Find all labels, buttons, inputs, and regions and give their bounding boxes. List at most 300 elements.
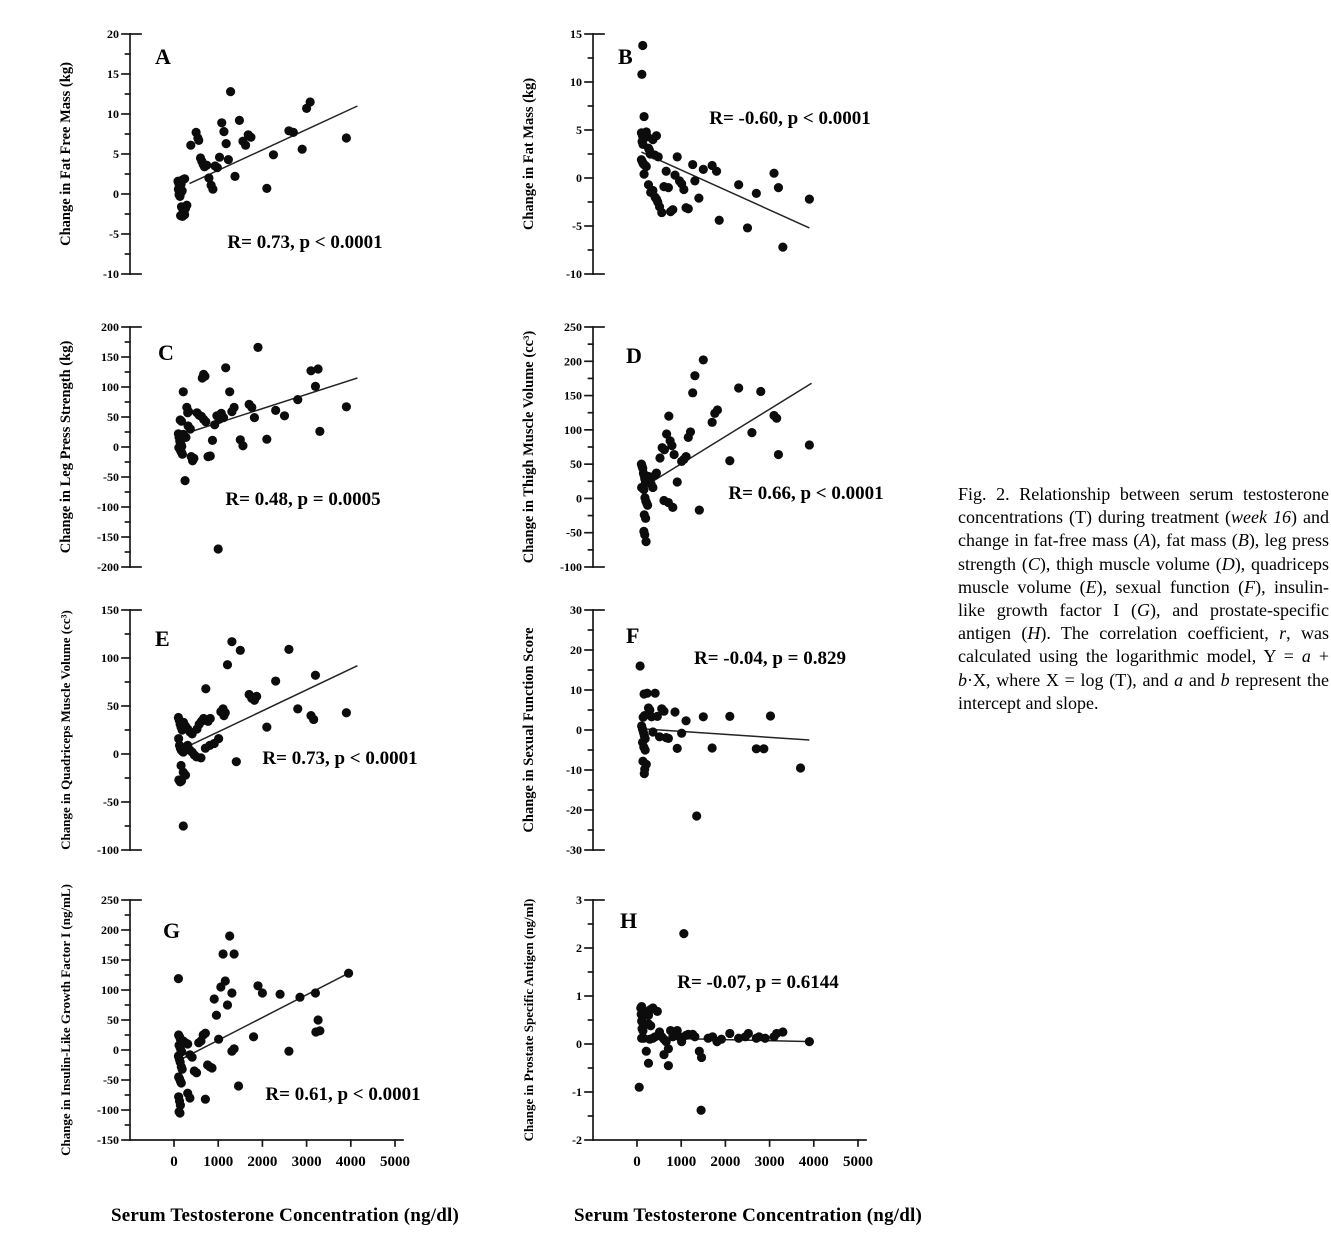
data-point (214, 544, 223, 553)
data-point (686, 427, 695, 436)
y-axis-label: Change in Prostate Specific Antigen (ng/ml) (521, 898, 536, 1142)
data-point (342, 402, 351, 411)
data-point (313, 1015, 322, 1024)
y-tick-label: -10 (566, 267, 582, 281)
data-point (725, 712, 734, 721)
data-point (641, 745, 650, 754)
data-point (234, 1081, 243, 1090)
data-point (222, 139, 231, 148)
data-point (275, 990, 284, 999)
y-tick-label: 5 (113, 147, 119, 161)
data-point (640, 769, 649, 778)
data-point (236, 646, 245, 655)
x-tick-label: 3000 (291, 1154, 322, 1170)
data-point (258, 988, 267, 997)
data-point (756, 387, 765, 396)
scatter-panel-c (55, 305, 495, 597)
chart-svg-f (518, 588, 958, 880)
x-tick-label: 3000 (754, 1154, 785, 1170)
data-point (668, 503, 677, 512)
data-point (734, 180, 743, 189)
y-tick-label: -5 (572, 219, 582, 233)
data-point (684, 204, 693, 213)
y-tick-label: -150 (97, 1133, 119, 1147)
y-tick-label: 15 (107, 67, 119, 81)
correlation-annotation: R= -0.07, p = 0.6144 (677, 972, 839, 993)
data-point (713, 405, 722, 414)
scatter-panel-d (518, 305, 958, 597)
y-tick-label: -10 (566, 763, 582, 777)
data-point (639, 170, 648, 179)
data-point (681, 452, 690, 461)
y-tick-label: -50 (103, 795, 119, 809)
data-point (210, 994, 219, 1003)
data-point (344, 969, 353, 978)
data-point (188, 1053, 197, 1062)
data-point (219, 413, 228, 422)
y-tick-label: 0 (576, 171, 582, 185)
data-point (309, 715, 318, 724)
data-point (635, 661, 644, 670)
data-point (651, 689, 660, 698)
data-point (262, 723, 271, 732)
data-point (295, 993, 304, 1002)
y-tick-label: 100 (101, 380, 119, 394)
data-point (655, 453, 664, 462)
x-axis-title-left: Serum Testosterone Concentration (ng/dl) (110, 1205, 460, 1226)
y-tick-label: 50 (107, 410, 119, 424)
y-tick-label: 15 (570, 27, 582, 41)
y-tick-label: 20 (107, 27, 119, 41)
data-point (664, 734, 673, 743)
data-point (192, 1068, 201, 1077)
y-tick-label: -50 (566, 525, 582, 540)
data-point (175, 192, 184, 201)
data-point (253, 343, 262, 352)
data-point (805, 195, 814, 204)
data-point (690, 176, 699, 185)
y-tick-label: 150 (101, 953, 119, 967)
y-tick-label: 0 (576, 1037, 582, 1051)
data-point (659, 707, 668, 716)
figure-caption: Fig. 2. Relationship between serum testosterone concentrations (T) during treatment (week 16) and change in fat-free mass (A), fat mass (B), leg press strength (C), thigh muscle volume (D), quadriceps muscle volume (E), sexual function (F), insulin-like growth factor I (G), and prostate-specific antigen (H). The correlation coefficient, r, was calculated using the logarithmic model, Y = a + b·X, where X = log (T), and a and b represent the intercept and slope. (958, 484, 1329, 713)
y-tick-label: -20 (566, 803, 582, 817)
data-point (766, 711, 775, 720)
data-point (280, 411, 289, 420)
data-point (180, 210, 189, 219)
data-point (772, 414, 781, 423)
data-point (183, 1039, 192, 1048)
data-point (223, 660, 232, 669)
data-point (289, 128, 298, 137)
y-tick-label: 2 (576, 941, 582, 955)
data-point (725, 456, 734, 465)
x-tick-label: 4000 (335, 1154, 366, 1170)
chart-svg-e (55, 588, 495, 880)
y-axis-label: Change in Insulin-Like Growth Factor I (ng/mL) (58, 884, 73, 1156)
y-tick-label: -50 (103, 1073, 119, 1087)
data-point (227, 637, 236, 646)
data-point (238, 441, 247, 450)
data-point (235, 116, 244, 125)
data-point (179, 387, 188, 396)
y-tick-label: 150 (101, 350, 119, 364)
data-point (654, 152, 663, 161)
data-point (664, 1061, 673, 1070)
y-tick-label: -1 (572, 1085, 582, 1099)
data-point (667, 441, 676, 450)
panel-letter: B (618, 44, 633, 69)
x-tick-label: 2000 (710, 1154, 741, 1170)
data-point (670, 707, 679, 716)
data-point (652, 468, 661, 477)
data-point (657, 208, 666, 217)
data-point (708, 418, 717, 427)
data-point (778, 243, 787, 252)
data-point (712, 167, 721, 176)
data-point (227, 988, 236, 997)
y-tick-label: -2 (572, 1133, 582, 1147)
data-point (262, 435, 271, 444)
data-point (805, 440, 814, 449)
data-point (311, 382, 320, 391)
y-tick-label: 50 (570, 457, 582, 472)
data-point (201, 684, 210, 693)
data-point (717, 1035, 726, 1044)
data-point (752, 189, 761, 198)
y-tick-label: 200 (101, 320, 119, 334)
data-point (293, 704, 302, 713)
data-point (796, 763, 805, 772)
data-point (708, 743, 717, 752)
data-point (311, 671, 320, 680)
data-point (181, 433, 190, 442)
data-point (679, 929, 688, 938)
data-point (298, 145, 307, 154)
data-point (670, 450, 679, 459)
data-point (805, 1037, 814, 1046)
data-point (637, 70, 646, 79)
data-point (217, 118, 226, 127)
y-tick-label: -10 (103, 267, 119, 281)
chart-svg-a (55, 12, 495, 304)
y-tick-label: 0 (113, 440, 119, 454)
y-tick-label: 0 (576, 723, 582, 737)
trend-line (181, 973, 349, 1059)
data-point (696, 1106, 705, 1115)
data-point (761, 1034, 770, 1043)
data-point (186, 141, 195, 150)
data-point (690, 1032, 699, 1041)
data-point (759, 744, 768, 753)
chart-svg-h (518, 878, 958, 1196)
data-point (247, 403, 256, 412)
data-point (688, 388, 697, 397)
data-point (246, 133, 255, 142)
x-tick-label: 0 (170, 1154, 178, 1170)
scatter-panel-f (518, 588, 958, 880)
panel-letter: E (155, 626, 170, 651)
data-point (747, 428, 756, 437)
chart-svg-b (518, 12, 958, 304)
data-point (734, 383, 743, 392)
data-point (639, 112, 648, 121)
y-tick-label: -30 (566, 843, 582, 857)
panel-letter: G (163, 918, 181, 943)
data-point (180, 476, 189, 485)
data-point (311, 988, 320, 997)
data-point (206, 714, 215, 723)
y-tick-label: -5 (109, 227, 119, 241)
data-point (213, 163, 222, 172)
y-tick-label: -200 (97, 560, 119, 574)
data-point (699, 712, 708, 721)
data-point (230, 172, 239, 181)
data-point (224, 155, 233, 164)
y-tick-label: 100 (101, 983, 119, 997)
data-point (223, 1000, 232, 1009)
data-point (214, 1035, 223, 1044)
y-tick-label: 0 (113, 1043, 119, 1057)
data-point (207, 1063, 216, 1072)
y-tick-label: 5 (576, 123, 582, 137)
y-tick-label: 250 (101, 893, 119, 907)
chart-svg-c (55, 305, 495, 597)
panel-letter: C (158, 340, 174, 365)
correlation-annotation: R= 0.73, p < 0.0001 (227, 232, 383, 253)
scatter-panel-b (518, 12, 958, 304)
data-point (639, 485, 648, 494)
data-point (249, 1032, 258, 1041)
data-point (342, 133, 351, 142)
y-tick-label: 0 (113, 187, 119, 201)
data-point (643, 501, 652, 510)
data-point (648, 483, 657, 492)
data-point (743, 223, 752, 232)
data-point (644, 1059, 653, 1068)
data-point (250, 413, 259, 422)
data-point (664, 412, 673, 421)
y-tick-label: -150 (97, 530, 119, 544)
data-point (673, 152, 682, 161)
y-tick-label: -100 (97, 843, 119, 857)
chart-svg-d (518, 305, 958, 597)
data-point (185, 1093, 194, 1102)
data-point (694, 194, 703, 203)
data-point (221, 708, 230, 717)
data-point (692, 811, 701, 820)
data-point (681, 716, 690, 725)
y-tick-label: 10 (570, 683, 582, 697)
data-point (641, 537, 650, 546)
data-point (221, 976, 230, 985)
data-point (652, 131, 661, 140)
data-point (313, 364, 322, 373)
x-tick-label: 2000 (247, 1154, 278, 1170)
panel-letter: D (626, 343, 642, 368)
data-point (271, 676, 280, 685)
data-point (690, 371, 699, 380)
data-point (177, 1078, 186, 1087)
y-tick-label: 20 (570, 643, 582, 657)
x-tick-label: 0 (633, 1154, 641, 1170)
data-point (184, 407, 193, 416)
data-point (662, 167, 671, 176)
y-axis-label: Change in Sexual Function Score (521, 627, 537, 833)
data-point (230, 949, 239, 958)
data-point (194, 136, 203, 145)
data-point (196, 753, 205, 762)
y-tick-label: -100 (97, 500, 119, 514)
y-tick-label: 30 (570, 603, 582, 617)
data-point (642, 1047, 651, 1056)
data-point (306, 97, 315, 106)
data-point (241, 141, 250, 150)
x-tick-label: 1000 (666, 1154, 697, 1170)
scatter-panel-h (518, 878, 958, 1196)
data-point (178, 450, 187, 459)
y-tick-label: -100 (97, 1103, 119, 1117)
x-axis-title-right: Serum Testosterone Concentration (ng/dl) (573, 1205, 923, 1226)
y-tick-label: 3 (576, 893, 582, 907)
y-tick-label: 250 (564, 320, 582, 334)
data-point (201, 1029, 210, 1038)
data-point (695, 505, 704, 514)
data-point (179, 821, 188, 830)
correlation-annotation: R= 0.61, p < 0.0001 (265, 1084, 421, 1105)
correlation-annotation: R= 0.48, p = 0.0005 (225, 489, 381, 510)
data-point (206, 451, 215, 460)
data-point (219, 127, 228, 136)
x-tick-label: 4000 (798, 1154, 829, 1170)
scatter-panel-g (55, 878, 495, 1196)
data-point (201, 1095, 210, 1104)
data-point (715, 216, 724, 225)
data-point (221, 363, 230, 372)
panel-letter: H (620, 908, 638, 933)
x-tick-label: 5000 (843, 1154, 873, 1170)
data-point (699, 165, 708, 174)
data-point (725, 1029, 734, 1038)
data-point (774, 450, 783, 459)
data-point (187, 452, 196, 461)
data-point (208, 436, 217, 445)
data-point (769, 169, 778, 178)
data-point (174, 974, 183, 983)
data-point (673, 477, 682, 486)
data-point (225, 931, 234, 940)
data-point (186, 424, 195, 433)
y-axis-label: Change in Leg Press Strength (kg) (58, 340, 74, 554)
data-point (225, 387, 234, 396)
data-point (271, 406, 280, 415)
y-tick-label: 0 (576, 491, 582, 506)
data-point (202, 161, 211, 170)
data-point (269, 150, 278, 159)
data-point (200, 372, 209, 381)
y-tick-label: 0 (113, 747, 119, 761)
y-tick-label: 150 (564, 388, 582, 403)
data-point (252, 692, 261, 701)
y-axis-label: Change in Fat Free Mass (kg) (58, 62, 74, 246)
y-tick-label: 50 (107, 1013, 119, 1027)
data-point (697, 1053, 706, 1062)
y-tick-label: -100 (560, 560, 582, 574)
data-point (774, 183, 783, 192)
data-point (230, 1044, 239, 1053)
data-point (226, 87, 235, 96)
data-point (673, 744, 682, 753)
data-point (232, 757, 241, 766)
y-axis-label: Change in Thigh Muscle Volume (cc³) (521, 330, 537, 564)
data-point (643, 689, 652, 698)
data-point (311, 1027, 320, 1036)
y-tick-label: 150 (101, 603, 119, 617)
data-point (212, 1011, 221, 1020)
y-axis-label: Change in Quadriceps Muscle Volume (cc³) (58, 610, 73, 850)
data-point (688, 160, 697, 169)
y-tick-label: 1 (576, 989, 582, 1003)
correlation-annotation: R= 0.66, p < 0.0001 (728, 483, 884, 504)
correlation-annotation: R= -0.04, p = 0.829 (693, 648, 847, 669)
data-point (646, 1021, 655, 1030)
data-point (177, 776, 186, 785)
data-point (214, 734, 223, 743)
y-tick-label: 200 (101, 923, 119, 937)
data-point (230, 403, 239, 412)
y-tick-label: 50 (107, 699, 119, 713)
data-point (262, 184, 271, 193)
data-point (664, 183, 673, 192)
scatter-panel-e (55, 588, 495, 880)
y-tick-label: 10 (570, 75, 582, 89)
data-point (659, 1050, 668, 1059)
trend-line (189, 106, 357, 184)
y-tick-label: 100 (564, 422, 582, 437)
scatter-panel-a (55, 12, 495, 304)
panel-letter: F (626, 623, 640, 648)
y-tick-label: 100 (101, 651, 119, 665)
y-tick-label: -50 (103, 470, 119, 484)
data-point (668, 205, 677, 214)
data-point (699, 355, 708, 364)
chart-svg-g (55, 878, 495, 1196)
data-point (315, 427, 324, 436)
data-point (342, 708, 351, 717)
data-point (653, 1007, 662, 1016)
data-point (175, 1108, 184, 1117)
correlation-annotation: R= -0.60, p < 0.0001 (709, 108, 871, 129)
data-point (679, 185, 688, 194)
data-point (635, 1083, 644, 1092)
y-axis-label: Change in Fat Mass (kg) (521, 77, 537, 231)
data-point (215, 153, 224, 162)
y-tick-label: 200 (564, 354, 582, 369)
data-point (180, 174, 189, 183)
data-point (284, 1047, 293, 1056)
correlation-annotation: R= 0.73, p < 0.0001 (262, 748, 418, 769)
data-point (293, 395, 302, 404)
data-point (284, 645, 293, 654)
data-point (641, 514, 650, 523)
data-point (201, 417, 210, 426)
x-tick-label: 1000 (203, 1154, 234, 1170)
data-point (677, 729, 686, 738)
data-point (218, 949, 227, 958)
x-tick-label: 5000 (380, 1154, 410, 1170)
data-point (778, 1027, 787, 1036)
data-point (744, 1029, 753, 1038)
